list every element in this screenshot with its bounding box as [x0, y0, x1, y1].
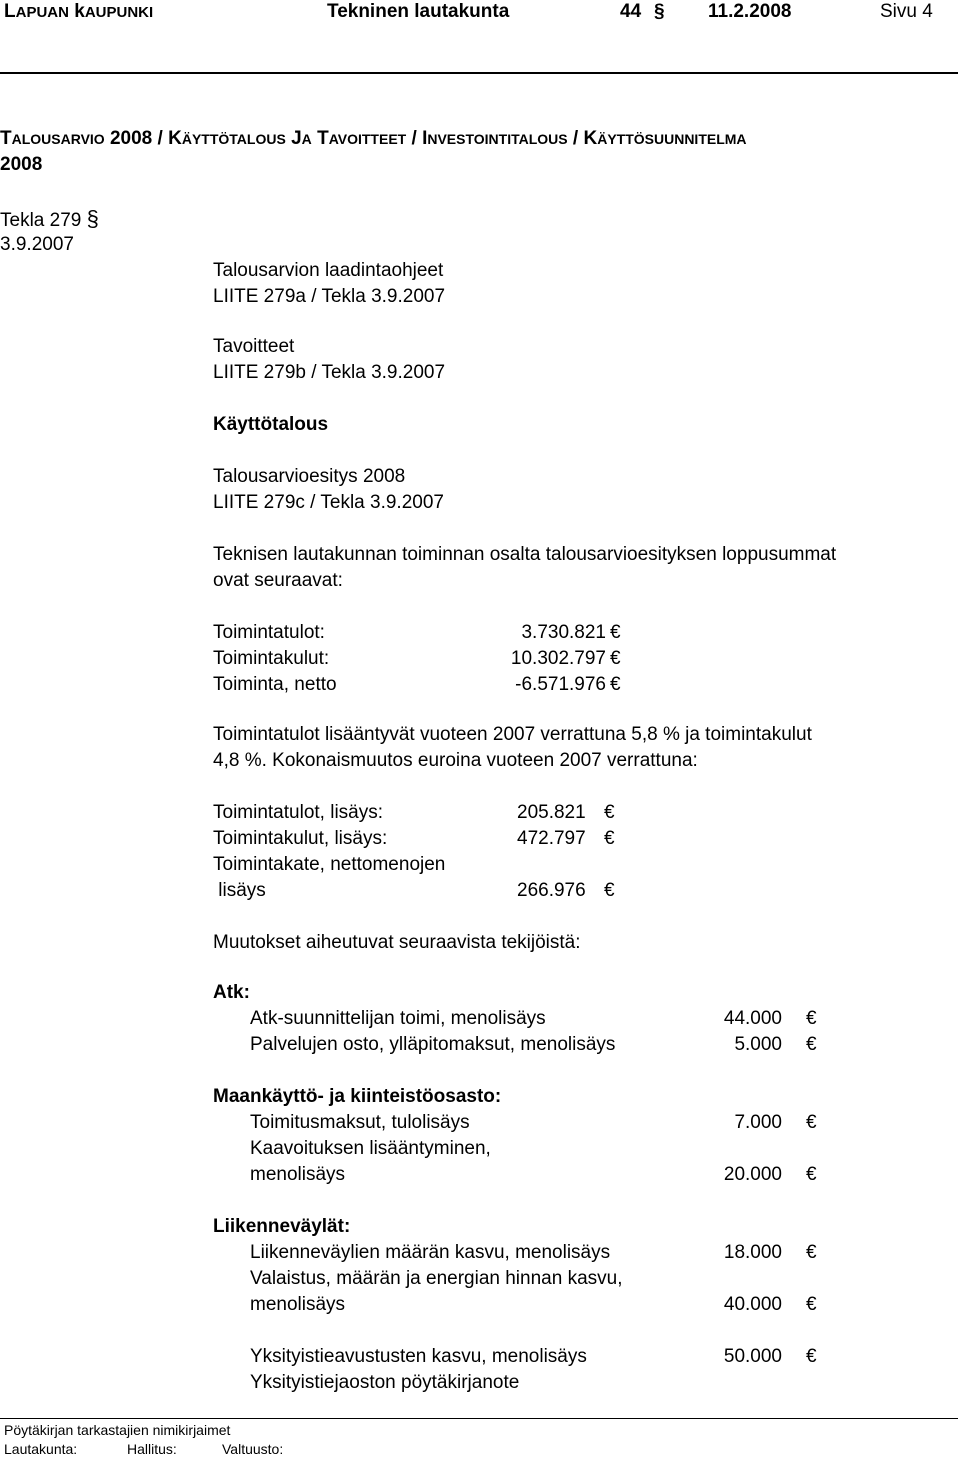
footer-board-label: Lautakunta: [4, 1441, 78, 1457]
factors-heading: Muutokset aiheutuvat seuraavista tekijöistä: [213, 932, 581, 953]
factor-item-label-cont: menolisäys [250, 1294, 346, 1315]
euro-icon: € [806, 1242, 817, 1263]
instructions-title: Talousarvion laadintaohjeet [213, 260, 444, 281]
change-label: Toimintakate, nettomenojen [213, 854, 446, 875]
factor-item-label: Valaistus, määrän ja energian hinnan kasvu, [250, 1268, 623, 1289]
factor-group-heading: Liikenneväylät: [213, 1216, 351, 1237]
euro-icon: € [806, 1034, 817, 1055]
private-aid-value: 50.000 [723, 1346, 782, 1367]
factor-item-value: 7.000 [734, 1112, 782, 1133]
header-org [4, 0, 153, 26]
factor-group-heading: Maankäyttö- ja kiinteistöosasto: [213, 1086, 502, 1107]
factor-item-label: Liikenneväylien määrän kasvu, menolisäys [250, 1242, 611, 1263]
document-title-text: TALOUSARVIO 2008 / KÄYTTÖTALOUS JA TAVOITTEET / INVESTOINTITALOUS / KÄYTTÖSUUNNITELMA [0, 128, 747, 149]
factor-item-label: Palvelujen osto, ylläpitomaksut, menolisäys [250, 1034, 616, 1055]
change-value: 266.976 [517, 880, 586, 901]
footer-council-label: Valtuusto: [222, 1441, 284, 1457]
proposal-attachment: LIITE 279c / Tekla 3.9.2007 [213, 492, 444, 513]
intro-text-line1: Teknisen lautakunnan toiminnan osalta talousarvioesityksen loppusummat [213, 544, 837, 565]
factor-item-label-cont: menolisäys [250, 1164, 346, 1185]
euro-icon: € [610, 622, 621, 643]
factor-item-value: 18.000 [723, 1242, 782, 1263]
total-label: Toiminta, netto [213, 674, 337, 695]
total-label: Toimintakulut: [213, 648, 330, 669]
reference-date: 3.9.2007 [0, 234, 74, 255]
operating-heading: Käyttötalous [213, 414, 329, 435]
euro-icon: € [610, 674, 621, 695]
euro-icon: € [604, 802, 615, 823]
euro-icon: € [604, 880, 615, 901]
change-text-line1: Toimintatulot lisääntyvät vuoteen 2007 verrattuna 5,8 % ja toimintakulut [213, 724, 812, 745]
reference-section-symbol-icon: § [86, 206, 99, 231]
private-aid-label: Yksityistieavustusten kasvu, menolisäys [250, 1346, 587, 1367]
euro-icon: € [806, 1164, 817, 1185]
footer-signatures-label: Pöytäkirjan tarkastajien nimikirjaimet [4, 1422, 231, 1438]
change-label-cont: lisäys [213, 880, 266, 901]
euro-icon: € [610, 648, 621, 669]
section-symbol-icon: § [654, 1, 665, 22]
factor-item-value: 40.000 [723, 1294, 782, 1315]
header-board: Tekninen lautakunta [327, 1, 510, 22]
factor-item-label: Kaavoituksen lisääntyminen, [250, 1138, 491, 1159]
factor-item-label: Toimitusmaksut, tulolisäys [250, 1112, 470, 1133]
intro-text-line2: ovat seuraavat: [213, 570, 343, 591]
factor-item-value: 44.000 [723, 1008, 782, 1029]
header-section-number: 44 [620, 1, 642, 22]
header-rule [0, 72, 958, 74]
reference-line: Tekla 279 § [0, 206, 99, 231]
footer-gov-label: Hallitus: [127, 1441, 177, 1457]
euro-icon: € [806, 1112, 817, 1133]
factor-group-heading: Atk: [213, 982, 250, 1003]
document-title-year: 2008 [0, 154, 43, 175]
factor-item-value: 5.000 [734, 1034, 782, 1055]
euro-icon: € [604, 828, 615, 849]
change-label: Toimintatulot, lisäys: [213, 802, 384, 823]
change-text-line2: 4,8 %. Kokonaismuutos euroina vuoteen 2007 verrattuna: [213, 750, 698, 771]
change-value: 472.797 [517, 828, 586, 849]
change-label: Toimintakulut, lisäys: [213, 828, 388, 849]
total-label: Toimintatulot: [213, 622, 325, 643]
targets-title: Tavoitteet [213, 336, 295, 357]
total-value: 10.302.797 [510, 648, 606, 669]
change-value: 205.821 [517, 802, 586, 823]
proposal-title: Talousarvioesitys 2008 [213, 466, 406, 487]
euro-icon: € [806, 1346, 817, 1367]
total-value: 3.730.821 [521, 622, 606, 643]
footer-rule [0, 1418, 958, 1419]
total-value: -6.571.976 [515, 674, 606, 695]
targets-attachment: LIITE 279b / Tekla 3.9.2007 [213, 362, 446, 383]
document-title [0, 126, 747, 152]
euro-icon: € [806, 1008, 817, 1029]
factor-item-label: Atk-suunnittelijan toimi, menolisäys [250, 1008, 546, 1029]
private-minutes: Yksityistiejaoston pöytäkirjanote [250, 1372, 520, 1393]
header-date: 11.2.2008 [708, 1, 792, 22]
header-org-text: LAPUAN kAUPUNKI [4, 1, 154, 22]
header-page: Sivu 4 [880, 1, 933, 22]
instructions-attachment: LIITE 279a / Tekla 3.9.2007 [213, 286, 446, 307]
euro-icon: € [806, 1294, 817, 1315]
factor-item-value: 20.000 [723, 1164, 782, 1185]
